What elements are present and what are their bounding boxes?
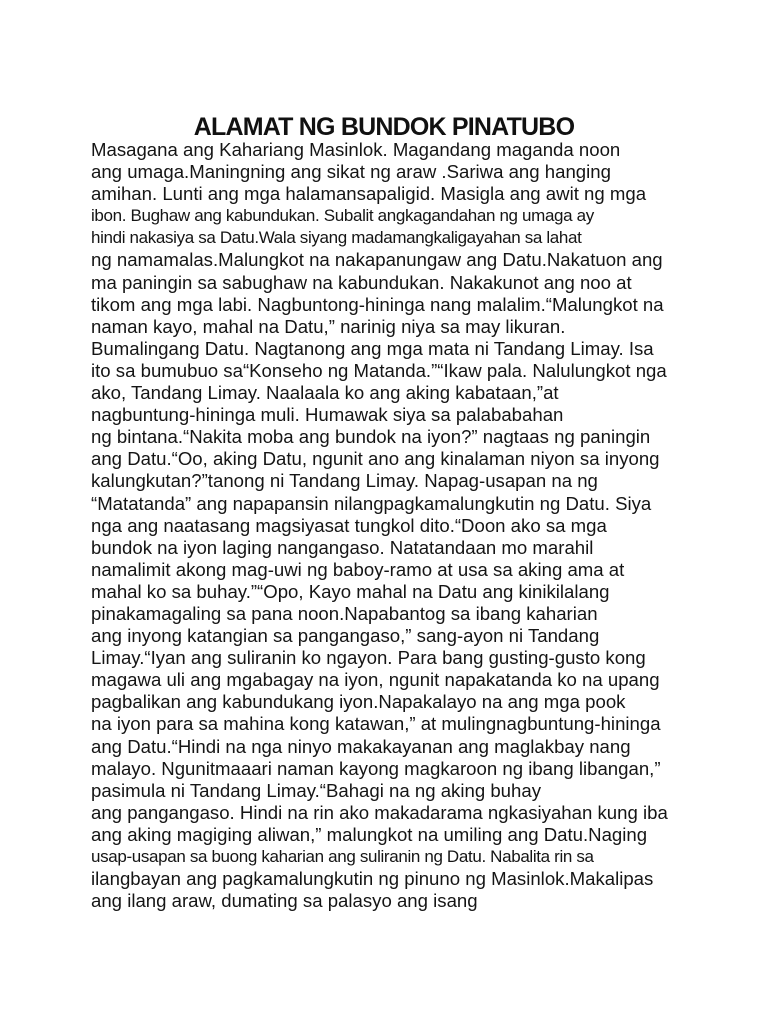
text-line: bundok na iyon laging nangangaso. Natatandaan mo marahil xyxy=(91,536,594,558)
text-line: naman kayo, mahal na Datu,” narinig niya sa may likuran. xyxy=(91,315,566,337)
text-line: nga ang naatasang magsiyasat tungkol dito.“Doon ako sa mga xyxy=(91,514,607,536)
text-line: mahal ko sa buhay.”“Opo, Kayo mahal na Datu ang kinikilalang xyxy=(91,580,610,602)
text-line: hindi nakasiya sa Datu.Wala siyang madamangkaligayahan sa lahat xyxy=(91,228,582,248)
text-line: ang aking magiging aliwan,” malungkot na umiling ang Datu.Naging xyxy=(91,823,648,845)
text-line: ma paningin sa sabughaw na kabundukan. Nakakunot ang noo at xyxy=(91,271,632,293)
text-line: malayo. Ngunitmaaari naman kayong magkaroon ng ibang libangan,” xyxy=(91,757,661,779)
text-line: pinakamagaling sa pana noon.Napabantog sa ibang kaharian xyxy=(91,602,598,624)
text-line: “Matatanda” ang napapansin nilangpagkamalungkutin ng Datu. Siya xyxy=(91,492,652,514)
text-line: pasimula ni Tandang Limay.“Bahagi na ng aking buhay xyxy=(91,779,541,801)
text-line: na iyon para sa mahina kong katawan,” at mulingnagbuntung-hininga xyxy=(91,713,661,735)
text-line: ako, Tandang Limay. Naalaala ko ang aking kabataan,”at xyxy=(91,382,559,404)
text-line: ang inyong katangian sa pangangaso,” sang-ayon ni Tandang xyxy=(91,625,600,647)
text-line: ito sa bumubuo sa“Konseho ng Matanda.”“Ikaw pala. Nalulungkot nga xyxy=(91,359,667,381)
page-title: ALAMAT NG BUNDOK PINATUBO xyxy=(193,113,575,141)
text-line: Limay.“Iyan ang suliranin ko ngayon. Para bang gusting-gusto kong xyxy=(91,647,646,669)
text-line: usap-usapan sa buong kaharian ang suliranin ng Datu. Nabalita rin sa xyxy=(91,847,594,866)
text-line: tikom ang mga labi. Nagbuntong-hininga nang malalim.“Malungkot na xyxy=(91,293,664,315)
text-line: pagbalikan ang kabundukang iyon.Napakalayo na ang mga pook xyxy=(91,691,626,713)
text-line: ilangbayan ang pagkamalungkutin ng pinuno ng Masinlok.Makalipas xyxy=(91,868,654,890)
text-line: ang pangangaso. Hindi na rin ako makadarama ngkasiyahan kung iba xyxy=(91,801,668,823)
story-body xyxy=(91,139,691,912)
text-line: ibon. Bughaw ang kabundukan. Subalit angkagandahan ng umaga ay xyxy=(91,206,594,226)
text-line: namalimit akong mag-uwi ng baboy-ramo at usa sa aking ama at xyxy=(91,558,625,580)
text-line: Bumalingang Datu. Nagtanong ang mga mata ni Tandang Limay. Isa xyxy=(91,337,654,359)
text-line: nagbuntung-hininga muli. Humawak siya sa palababahan xyxy=(91,404,564,426)
text-line: ng bintana.“Nakita moba ang bundok na iyon?” nagtaas ng paningin xyxy=(91,426,651,448)
text-line: ng namamalas.Malungkot na nakapanungaw ang Datu.Nakatuon ang xyxy=(91,249,663,271)
text-line: ang ilang araw, dumating sa palasyo ang isang xyxy=(91,890,478,912)
text-line: ang Datu.“Hindi na nga ninyo makakayanan ang maglakbay nang xyxy=(91,735,631,757)
text-line: ang umaga.Maningning ang sikat ng araw .Sariwa ang hanging xyxy=(91,161,611,183)
text-line: Masagana ang Kahariang Masinlok. Magandang maganda noon xyxy=(91,139,621,160)
text-line: kalungkutan?”tanong ni Tandang Limay. Napag-usapan na ng xyxy=(91,470,598,492)
text-line: ang Datu.“Oo, aking Datu, ngunit ano ang kinalaman niyon sa inyong xyxy=(91,448,660,470)
text-line: amihan. Lunti ang mga halamansapaligid. Masigla ang awit ng mga xyxy=(91,183,647,205)
text-line: magawa uli ang mgabagay na iyon, ngunit napakatanda ko na upang xyxy=(91,669,660,691)
